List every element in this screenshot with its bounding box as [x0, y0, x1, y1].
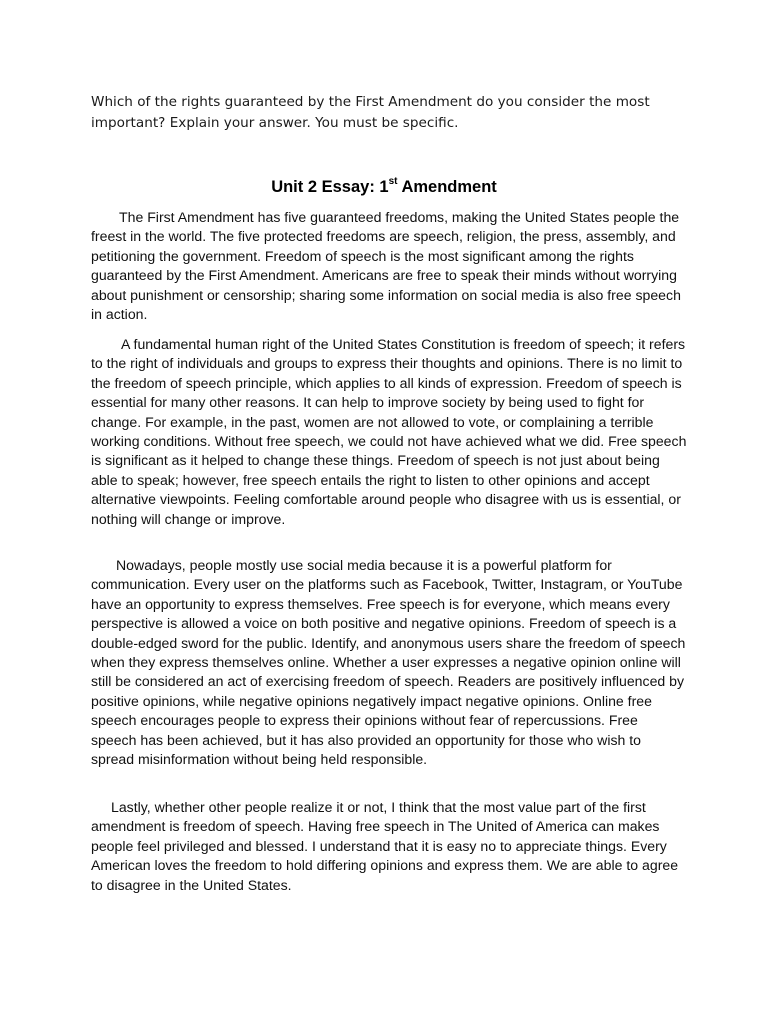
essay-paragraph-1: The First Amendment has five guaranteed freedoms, making the United States people the freest in the world. The five protected freedoms are speech, religion, the press, assembly, and petitioning the government. Freedom of speech is the most significant among the rights guaranteed by the First Amendment. Americans are free to speak their minds without worrying about punishment or censorship; sharing some information on social media is also free speech in action. [91, 209, 681, 323]
essay-paragraph-3: Nowadays, people mostly use social media because it is a powerful platform for communication. Every user on the platforms such as Facebook, Twitter, Instagram, or YouTube have an opportunity to express themselves. Free speech is for everyone, which means every perspective is allowed a voice on both positive and negative opinions. Freedom of speech is a double-edged sword for the public. Identify, and anonymous users share the freedom of speech when they express themselves online. Whether a user expresses a negative opinion online will still be considered an act of exercising freedom of speech. Readers are positively influenced by positive opinions, while negative opinions negatively impact negative opinions. Online free speech encourages people to express their opinions without fear of repercussions. Free speech has been achieved, but it has also provided an opportunity for those who wish to spread misinformation without being held responsible. [91, 557, 686, 768]
essay-paragraph-2: A fundamental human right of the United States Constitution is freedom of speech; it refers to the right of individuals and groups to express their thoughts and opinions. There is no limit to the freedom of speech principle, which applies to all kinds of expression. Freedom of speech is essential for many other reasons. It can help to improve society by being used to fight for change. For example, in the past, women are not allowed to vote, or complaining a terrible working conditions. Without free speech, we could not have achieved what we did. Free speech is significant as it helped to change these things. Freedom of speech is not just about being able to speak; however, free speech entails the right to listen to other opinions and accept alternative viewpoints. Feeling comfortable around people who disagree with us is essential, or nothing will change or improve. [91, 336, 687, 527]
essay-title-end: Amendment [397, 178, 497, 196]
essay-title-main: Unit 2 Essay: 1 [271, 178, 389, 196]
essay-title [0, 176, 768, 198]
essay-paragraph-4: Lastly, whether other people realize it or not, I think that the most value part of the first amendment is freedom of speech. Having free speech in The United of America can makes people feel privileged and blessed. I understand that it is easy no to appreciate things. Every American loves the freedom to hold differing opinions and express them. We are able to agree to disagree in the United States. [91, 799, 679, 893]
prompt-line-2: important? Explain your answer. You must be specific. [91, 115, 459, 131]
prompt-line-1: Which of the rights guaranteed by the First Amendment do you consider the most [91, 94, 650, 110]
essay-title-superscript: st [388, 175, 398, 187]
essay-prompt [91, 92, 691, 134]
